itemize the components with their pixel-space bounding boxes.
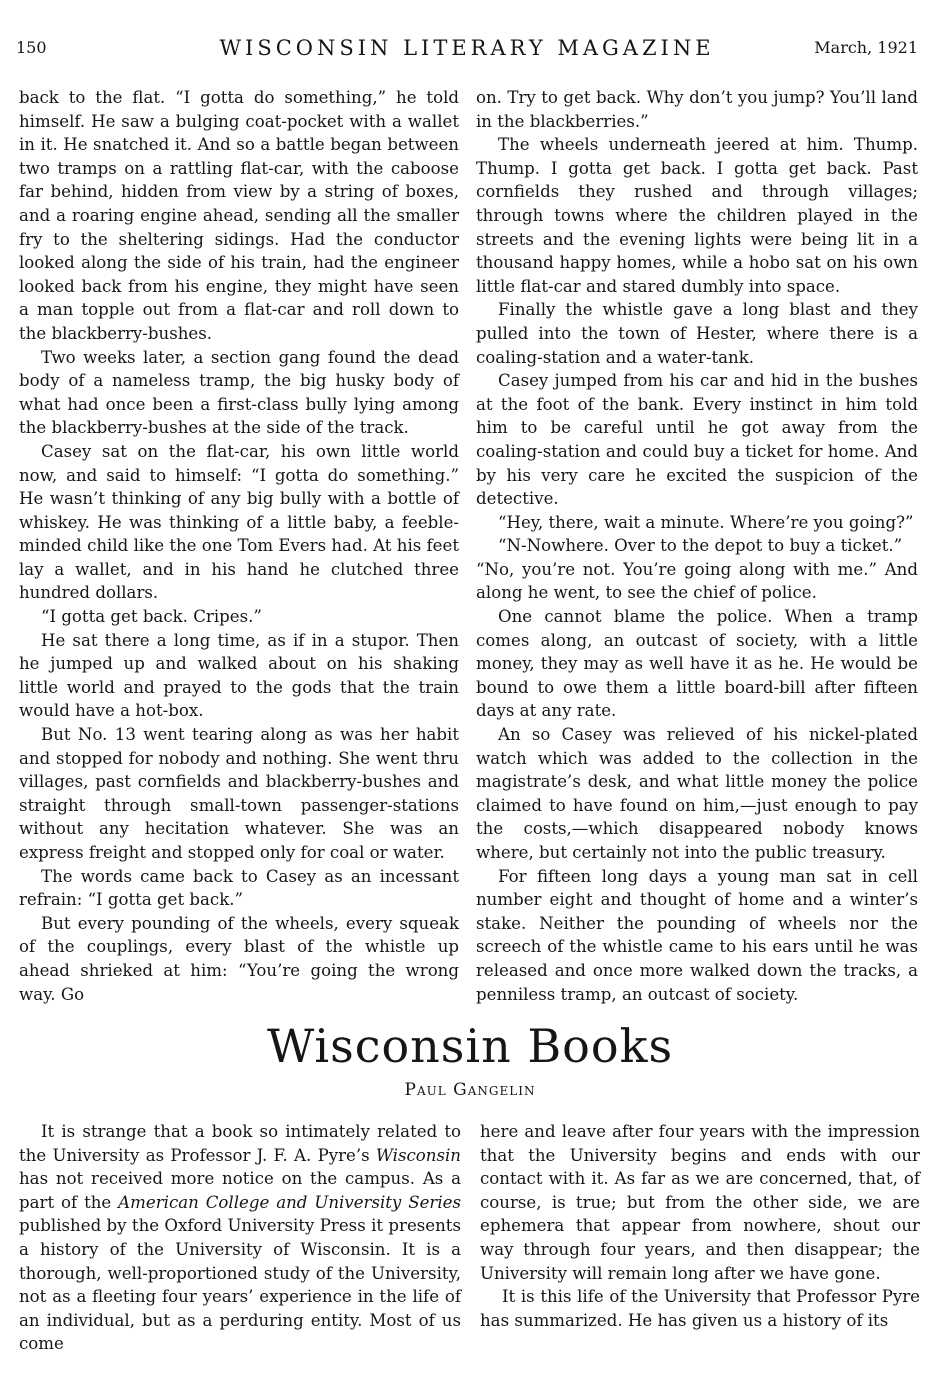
paragraph: He sat there a long time, as if in a stupor. Then he jumped up and walked about on his shaking little world and prayed to the gods that the train would have a hot-box. <box>19 630 459 721</box>
text-run: has not received more notice on the campus. As a part of the <box>19 1169 461 1212</box>
text-run: published by the Oxford University Press it presents a history of the University of Wisconsin. It is a thorough, well-proportioned study of the University, not as a fleeting four years’ experience in the life of an individual, but as a perduring entity. Most of us come <box>19 1216 461 1354</box>
article-column-right <box>480 1120 920 1332</box>
paragraph: But No. 13 went tearing along as was her habit and stopped for nobody and nothing. She went thru villages, past cornfields and blackberry-bushes and straight through small-town passenger-stations without any hecitation whatever. She was an express freight and stopped only for coal or water. <box>19 725 459 862</box>
paragraph: on. Try to get back. Why don’t you jump? You’ll land in the blackberries.” <box>476 88 918 131</box>
paragraph: Casey jumped from his car and hid in the bushes at the foot of the bank. Every instinct in him told him to be careful until he got away from the coaling-station and could buy a ticket for home. And by his very care he excited the suspicion of the detective. <box>476 371 918 509</box>
paragraph: The wheels underneath jeered at him. Thump. Thump. I gotta get back. I gotta get back. Past cornfields they rushed and through villages; through towns where the children played in the streets and the evening lights were being lit in a thousand happy homes, while a hobo sat on his own little flat-car and stared dumbly into space. <box>476 135 918 296</box>
paragraph: One cannot blame the police. When a tramp comes along, an outcast of society, with a little money, they may as well have it as he. He would be bound to owe them a little board-bill after fifteen days at any rate. <box>476 607 918 721</box>
article-column-left <box>19 1120 461 1356</box>
paragraph: Two weeks later, a section gang found the dead body of a nameless tramp, the big husky body of what had once been a first-class bully lying among the blackberry-bushes at the side of the track. <box>19 347 459 438</box>
article-author: Paul Gangelin <box>404 1080 536 1100</box>
paragraph: “No, you’re not. You’re going along with me.” And along he went, to see the chief of police. <box>476 559 918 603</box>
paragraph: back to the flat. “I gotta do something,” he told himself. He saw a bulging coat-pocket with a wallet in it. He snatched it. And so a battle began between two tramps on a rattling flat-car, with the caboose far behind, hidden from view by a string of boxes, and a roaring engine ahead, sending all the smaller fry to the sheltering sidings. Had the conductor looked along the side of his train, had the engineer looked back from his engine, they might have seen a man topple out from a flat-car and roll down to the blackberry-bushes. <box>19 88 459 343</box>
series-title: American College and University Series <box>118 1192 461 1212</box>
text-run: It is strange that a book so intimately related to the University as Professor J. F. A. Pyre’s <box>19 1122 461 1165</box>
running-header <box>16 36 918 64</box>
paragraph <box>19 1120 461 1356</box>
book-title: Wisconsin <box>375 1145 461 1165</box>
paragraph: here and leave after four years with the impression that the University begins and ends with our contact with it. As far as we are concerned, that, of course, is true; but from the other side, we are ephemera that appear from nowhere, shout our way through four years, and then disappear; the University will remain long after we have gone. <box>480 1122 920 1283</box>
paragraph: Casey sat on the flat-car, his own little world now, and said to himself: “I gotta do something.” He wasn’t thinking of any big bully with a bottle of whiskey. He was thinking of a little baby, a feeble-minded child like the one Tom Evers had. At his feet lay a wallet, and in his hand he clutched three hundred dollars. <box>19 441 459 603</box>
paragraph: For fifteen long days a young man sat in cell number eight and thought of home and a winter’s stake. Neither the pounding of wheels nor the screech of the whistle came to his ears until he was released and once more walked down the tracks, a penniless tramp, an outcast of society. <box>476 866 918 1004</box>
story-column-left <box>19 86 459 1006</box>
page-number: 150 <box>16 38 47 57</box>
paragraph: “I gotta get back. Cripes.” <box>41 607 262 627</box>
story-column-right <box>476 86 918 1006</box>
paragraph: An so Casey was relieved of his nickel-plated watch which was added to the collection in the magistrate’s desk, and what little money the police claimed to have found on him,—just enough to pay the costs,—which disappeared nobody knows where, but certainly not into the public treasury. <box>476 725 918 862</box>
paragraph: “N-Nowhere. Over to the depot to buy a ticket.” <box>498 536 903 556</box>
article-title: Wisconsin Books <box>266 1019 674 1073</box>
issue-date: March, 1921 <box>814 38 918 57</box>
paragraph: The words came back to Casey as an incessant refrain: “I gotta get back.” <box>19 866 459 910</box>
magazine-title: WISCONSIN LITERARY MAGAZINE <box>219 36 715 60</box>
paragraph: “Hey, there, wait a minute. Where’re you going?” <box>498 512 914 532</box>
paragraph: But every pounding of the wheels, every squeak of the couplings, every blast of the whistle up ahead shrieked at him: “You’re going the wrong way. Go <box>19 913 459 1004</box>
paragraph: Finally the whistle gave a long blast and they pulled into the town of Hester, where there is a coaling-station and a water-tank. <box>476 300 918 367</box>
paragraph: It is this life of the University that Professor Pyre has summarized. He has given us a history of its <box>480 1287 920 1330</box>
